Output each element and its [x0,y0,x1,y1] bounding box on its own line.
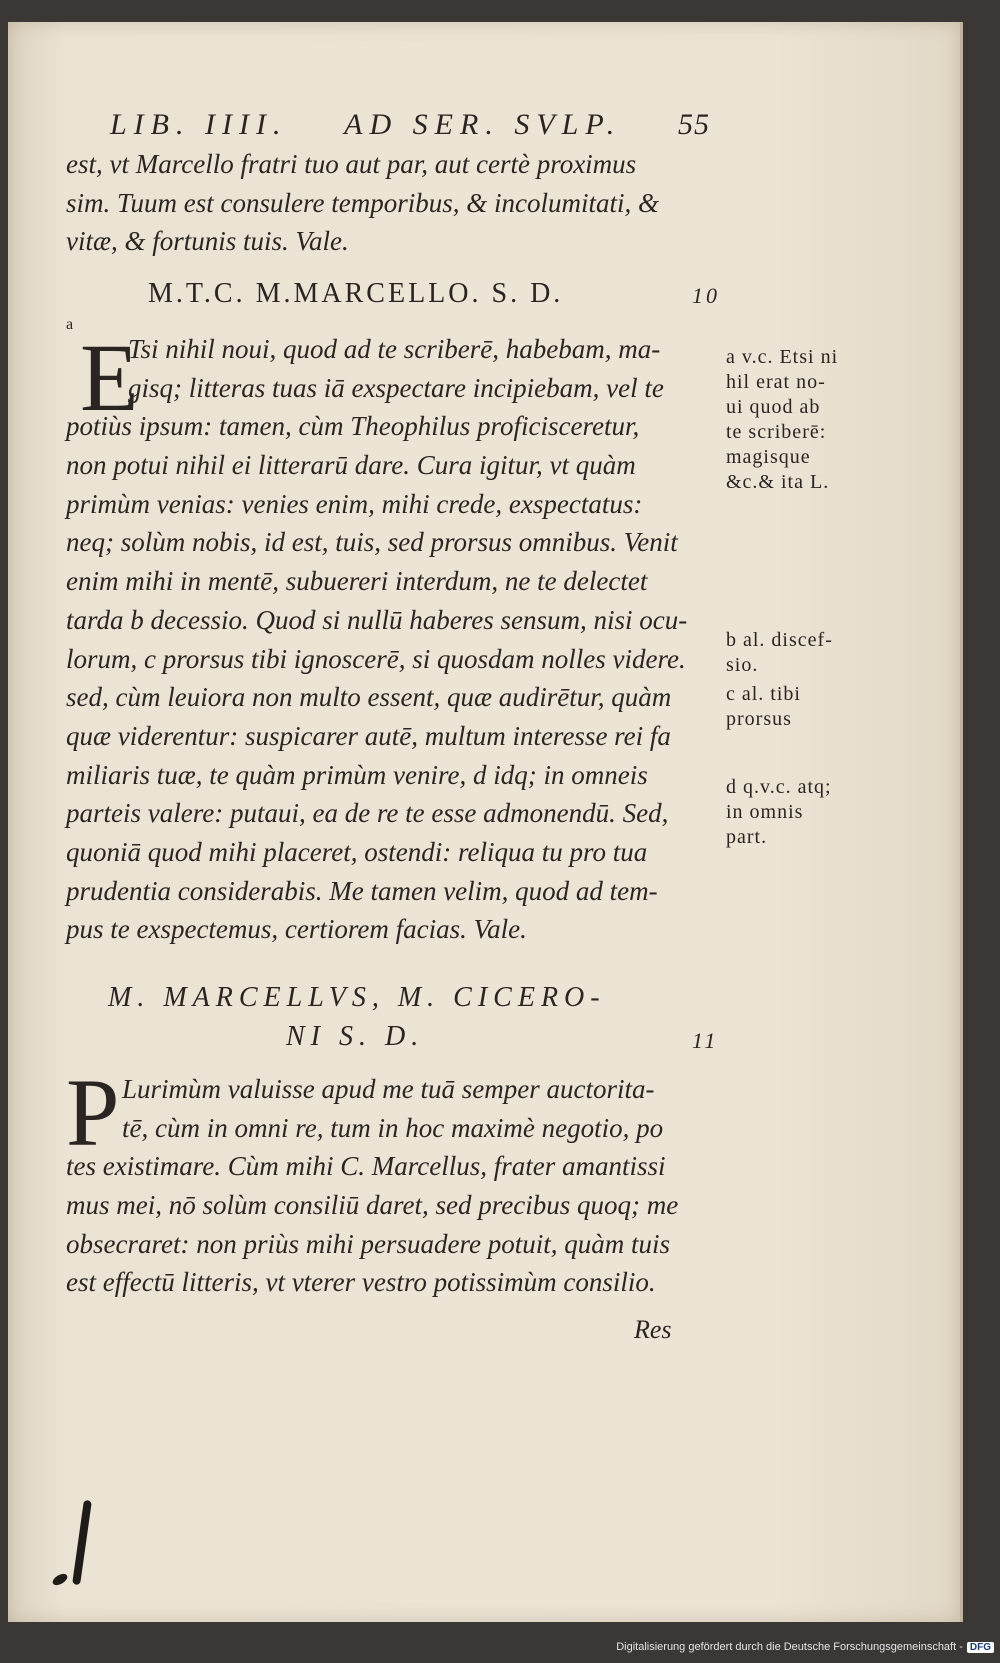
text-line: tes existimare. Cùm mihi C. Marcellus, frater amantissi [66,1151,666,1182]
margin-note-a [726,345,838,495]
text-block-continuation [66,145,714,261]
margin-line: magisque [726,446,811,468]
margin-line: a v.c. Etsi ni [726,346,839,368]
drop-capital-e: E [80,324,139,431]
credit-text: Digitalisierung gefördert durch die Deutsche Forschungsgemeinschaft - [616,1641,963,1653]
text-line: prudentia considerabis. Me tamen velim, quod ad tem- [66,875,658,906]
text-line: tarda b decessio. Quod si nullū haberes sensum, nisi ocu- [66,604,688,635]
text-line: est effectū litteris, vt vterer vestro potissimùm consilio. [66,1267,656,1298]
margin-note-b [726,628,833,678]
catchword: Res [634,1315,672,1344]
letter-11-text [66,1070,714,1302]
text-line: vitæ, & fortunis tuis. Vale. [66,226,349,257]
text-line: Lurimùm valuisse apud me tuā semper auctorita- [122,1074,655,1104]
letter-10-text [66,324,714,949]
note-marker-a: a [66,316,74,333]
text-line: Tsi nihil noui, quod ad te scriberē, habebam, ma- [128,334,661,364]
text-line: lorum, c prorsus tibi ignoscerē, si quosdam nolles videre. [66,643,686,674]
margin-line: c al. tibi [726,683,801,705]
margin-note-c [726,682,801,732]
text-line: est, vt Marcello fratri tuo aut par, aut certè proximus [66,149,637,179]
running-title-mid: AD SER. SVLP. [344,108,622,141]
letter-11-title-line2: NI S. D. [286,1021,425,1052]
letter-10-title: M.T.C. M.MARCELLO. S. D. [148,278,564,309]
margin-line: sio. [726,654,759,676]
digitization-credit [616,1641,994,1653]
text-line: gisq; litteras tuas iā exspectare incipiebam, vel te [128,372,664,403]
text-line: obsecraret: non priùs mihi persuadere potuit, quàm tuis [66,1228,670,1259]
text-line: potiùs ipsum: tamen, cùm Theophilus proficisceretur, [66,411,640,442]
margin-line: ui quod ab [726,396,821,418]
text-line: miliaris tuæ, te quàm primùm venire, d idq; in omneis [66,759,648,790]
text-line: mus mei, nō solùm consiliū daret, sed precibus quoq; me [66,1190,679,1221]
text-line: pus te exspectemus, certiorem facias. Vale. [66,914,527,945]
margin-line: hil erat no- [726,371,826,393]
margin-line: prorsus [726,708,792,730]
margin-line: b al. discef- [726,629,833,651]
margin-line: &c.& ita L. [726,471,830,493]
running-title-left: LIB. IIII. [110,108,288,141]
drop-capital-p: P [66,1059,120,1166]
text-line: quoniā quod mihi placeret, ostendi: reliqua tu pro tua [66,836,648,867]
text-line: tē, cùm in omni re, tum in hoc maximè negotio, po [122,1112,664,1143]
text-line: primùm venias: venies enim, mihi crede, exspectatus: [66,488,643,519]
text-line: non potui nihil ei litterarū dare. Cura igitur, vt quàm [66,450,636,481]
margin-line: part. [726,826,768,848]
dfg-logo-icon: DFG [967,1642,994,1653]
text-line: sim. Tuum est consulere temporibus, & incolumitati, & [66,187,659,218]
margin-line: te scriberē: [726,421,827,443]
letter-10-number: 10 [692,283,720,308]
running-head [110,108,710,142]
letter-11-title-line1: M. MARCELLVS, M. CICERO- [108,982,606,1013]
text-line: quæ viderentur: suspicarer autē, multum interesse rei fa [66,720,671,751]
margin-note-d [726,775,832,850]
page-number: 55 [677,108,710,141]
letter-11-number: 11 [692,1028,719,1053]
text-line: neq; solùm nobis, id est, tuis, sed prorsus omnibus. Venit [66,527,678,558]
text-line: enim mihi in mentē, subuereri interdum, ne te delectet [66,566,648,597]
margin-line: d q.v.c. atq; [726,776,832,798]
text-line: sed, cùm leuiora non multo essent, quæ audirētur, quàm [66,682,672,713]
margin-line: in omnis [726,801,804,823]
text-line: parteis valere: putaui, ea de re te esse admonendū. Sed, [66,798,669,829]
